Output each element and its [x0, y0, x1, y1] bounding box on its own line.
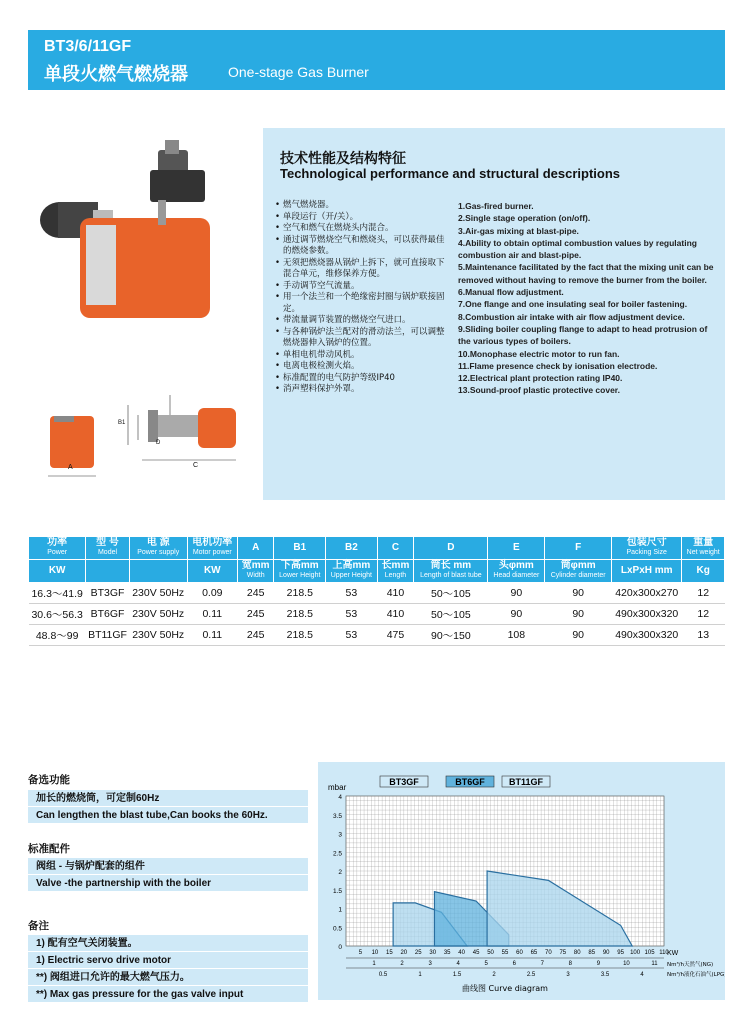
feature-zh-item: • 标准配置的电气防护等级IP40 — [275, 373, 445, 385]
header-en: Motor power — [192, 549, 232, 556]
lpg-tick-label: 0.5 — [378, 972, 388, 978]
feature-en-item: 12.Electrical plant protection rating IP40. — [458, 373, 623, 384]
table-cell: 48.8～99 — [29, 625, 86, 646]
header-zh: F — [575, 542, 582, 553]
x-tick-label: 70 — [545, 950, 552, 956]
feature-zh-item: • 无须把燃烧器从锅炉上拆下，就可直接取下混合单元，维修保养方便。 — [275, 258, 445, 281]
side-view-diagram — [118, 390, 253, 475]
feature-en-item: 3.Air-gas mixing at blast-pipe. — [458, 225, 579, 236]
subheader-zh: 宽mm — [241, 560, 270, 571]
header-zh: 电 源 — [146, 537, 170, 548]
table-cell: 90 — [488, 583, 545, 604]
y-tick-label: 4 — [338, 794, 342, 801]
burner-photo — [38, 140, 238, 320]
notes-box — [28, 935, 308, 1003]
page-header — [28, 30, 725, 90]
x-tick-label: 85 — [588, 950, 596, 956]
ng-tick-label: 3 — [428, 961, 432, 967]
notes-line: **) 阀组进口允许的最大燃气压力。 — [28, 969, 308, 986]
y-tick-label: 0 — [338, 944, 342, 951]
feature-en-item: 11.Flame presence check by ionisation electrode. — [458, 360, 658, 371]
table-header-cell — [274, 537, 326, 560]
subheader-en: Length — [384, 572, 407, 579]
x-tick-label: 50 — [487, 950, 494, 956]
table-cell: 218.5 — [274, 604, 326, 625]
table-cell: 490x300x320 — [612, 604, 682, 625]
table-header-cell — [414, 537, 488, 560]
table-cell: 410 — [377, 583, 414, 604]
table-header-cell — [682, 537, 725, 560]
table-header-cell — [326, 537, 378, 560]
legend-label: BT6GF — [455, 777, 485, 787]
table-cell: 230V 50Hz — [129, 583, 187, 604]
lpg-tick-label: 3.5 — [600, 972, 610, 978]
x-tick-label: 75 — [559, 950, 567, 956]
x-tick-label: 110 — [659, 950, 669, 956]
header-en: Model — [97, 549, 118, 556]
subheader-en: Cylinder diameter — [550, 572, 606, 579]
x-tick-label: 10 — [371, 950, 379, 956]
feature-zh-item: • 电离电极检测火焰。 — [275, 361, 445, 373]
table-cell: BT3GF — [86, 583, 129, 604]
table-cell: 0.11 — [187, 604, 237, 625]
table-cell: 0.11 — [187, 625, 237, 646]
lpg-tick-label: 2.5 — [526, 972, 536, 978]
table-cell: 420x300x270 — [612, 583, 682, 604]
curve-chart-svg — [318, 762, 725, 1000]
options-title: 备选功能 — [28, 772, 308, 788]
feature-en-item: 13.Sound-proof plastic protective cover. — [458, 385, 621, 396]
subheader-en: Upper Height — [330, 572, 372, 579]
table-row — [29, 604, 725, 625]
standard-line: Valve -the partnership with the boiler — [28, 875, 308, 892]
y-tick-label: 2 — [338, 869, 342, 876]
table-cell: 16.3～41.9 — [29, 583, 86, 604]
standard-line: 阀组 - 与锅炉配套的组件 — [28, 858, 308, 875]
table-subheader-cell — [237, 560, 274, 583]
table-cell: BT6GF — [86, 604, 129, 625]
table-subheader-cell — [414, 560, 488, 583]
header-zh: D — [447, 542, 455, 553]
standard-box — [28, 858, 308, 892]
table-cell: 410 — [377, 604, 414, 625]
x-tick-label: 60 — [516, 950, 523, 956]
feature-zh-item: • 与各种锅炉法兰配对的滑动法兰，可以调整燃烧器伸入锅炉的位置。 — [275, 327, 445, 350]
dim-label-d: D — [156, 440, 161, 446]
table-cell: 0.09 — [187, 583, 237, 604]
table-row — [29, 625, 725, 646]
feature-zh-item: • 空气和燃气在燃烧头内混合。 — [275, 223, 445, 235]
x-tick-label: 25 — [414, 950, 422, 956]
header-en: Packing Size — [626, 549, 667, 556]
table-subheader-cell — [488, 560, 545, 583]
table-subheader-cell — [612, 560, 682, 583]
table-header-cell — [237, 537, 274, 560]
options-line: Can lengthen the blast tube,Can books the 60Hz. — [28, 807, 308, 824]
options-box — [28, 790, 308, 824]
table-header-cell — [545, 537, 612, 560]
header-zh: 包装尺寸 — [626, 537, 667, 548]
table-cell: 245 — [237, 583, 274, 604]
title-zh: 单段火燃气燃烧器 — [44, 64, 188, 84]
notes-line: 1) Electric servo drive motor — [28, 952, 308, 969]
ng-axis-label: Nm³/h天然气(NG) — [667, 962, 714, 968]
y-tick-label: 2.5 — [332, 850, 342, 858]
desc-heading-en: Technological performance and structural descriptions — [280, 166, 620, 181]
table-subheader-cell — [326, 560, 378, 583]
model-title: BT3/6/11GF — [44, 38, 132, 55]
header-zh: 型 号 — [96, 537, 119, 548]
subheader-zh: 筒φmm — [560, 560, 596, 571]
header-zh: E — [513, 542, 520, 553]
table-subheader-cell — [682, 560, 725, 583]
table-cell: 12 — [682, 604, 725, 625]
table-cell: 108 — [488, 625, 545, 646]
x-tick-label: 95 — [617, 950, 624, 956]
x-tick-label: 90 — [602, 950, 610, 956]
y-tick-label: 1 — [338, 906, 342, 914]
notes-line: **) Max gas pressure for the gas valve input — [28, 986, 308, 1003]
table-cell: 53 — [326, 625, 378, 646]
x-tick-label: 45 — [472, 950, 480, 956]
feature-zh-item: • 单段运行（开/关）。 — [275, 212, 445, 224]
table-cell: 50～105 — [414, 583, 488, 604]
table-subheader-row — [29, 560, 725, 583]
table-subheader-cell — [187, 560, 237, 583]
subheader-zh: LxPxH mm — [620, 565, 673, 576]
lpg-tick-label: 3 — [566, 972, 570, 978]
header-zh: 电机功率 — [192, 537, 233, 548]
notes-title: 备注 — [28, 918, 308, 934]
table-cell: 245 — [237, 625, 274, 646]
header-en: Power supply — [137, 549, 180, 556]
feature-en-item: 1.Gas-fired burner. — [458, 201, 534, 211]
table-cell: 230V 50Hz — [129, 604, 187, 625]
desc-heading-zh: 技术性能及结构特征 — [280, 151, 406, 167]
header-en: Net weight — [686, 549, 720, 556]
feature-en-item: 9.Sliding boiler coupling flange to adapt to head protrusion of the various types of boilers. — [458, 323, 708, 347]
lpg-tick-label: 1 — [418, 972, 422, 978]
ng-tick-label: 9 — [596, 961, 601, 967]
dim-label-b1: B1 — [118, 420, 126, 426]
feature-zh-item: • 燃气燃烧器。 — [275, 200, 445, 212]
subheader-zh: 筒长 mm — [430, 560, 472, 571]
subheader-en: Length of blast tube — [420, 572, 482, 579]
table-cell: 218.5 — [274, 583, 326, 604]
table-subheader-cell — [377, 560, 414, 583]
feature-en-item: 4.Ability to obtain optimal combustion values by regulating combustion air and blast-pipe. — [458, 237, 697, 261]
table-cell: 53 — [326, 604, 378, 625]
feature-en-item: 5.Maintenance facilitated by the fact that the mixing unit can be removed without having to remove the burner from the boiler. — [458, 262, 714, 285]
header-zh: B1 — [293, 542, 307, 553]
header-zh: A — [252, 542, 260, 553]
table-cell: 50～105 — [414, 604, 488, 625]
table-cell: 30.6～56.3 — [29, 604, 86, 625]
x-tick-label: 55 — [501, 950, 509, 956]
ng-tick-label: 6 — [512, 961, 516, 967]
notes-line: 1) 配有空气关闭装置。 — [28, 935, 308, 952]
legend-label: BT3GF — [389, 777, 419, 787]
dim-label-a: A — [68, 464, 73, 471]
x-tick-label: 20 — [400, 950, 408, 956]
table-cell: 12 — [682, 583, 725, 604]
spec-table — [28, 536, 725, 646]
subheader-zh: KW — [203, 565, 221, 576]
x-tick-label: 65 — [530, 950, 538, 956]
subheader-zh: 下高mm — [280, 560, 319, 571]
feature-en-item: 10.Monophase electric motor to run fan. — [458, 348, 620, 359]
feature-zh-item: • 单相电机带动风机。 — [275, 350, 445, 362]
x-tick-label: 40 — [458, 950, 465, 956]
x-tick-label: 35 — [443, 950, 451, 956]
subheader-en: Lower Height — [279, 572, 321, 579]
standard-title: 标准配件 — [28, 841, 308, 857]
feature-zh-item: • 通过调节燃烧空气和燃烧头，可以获得最佳的燃烧参数。 — [275, 235, 445, 258]
header-zh: 重量 — [693, 537, 714, 548]
table-cell: BT11GF — [86, 625, 129, 646]
x-tick-label: 5 — [358, 950, 363, 956]
table-cell: 90 — [545, 604, 612, 625]
subheader-zh: 上高mm — [332, 560, 371, 571]
y-tick-label: 3.5 — [332, 812, 342, 820]
table-cell: 230V 50Hz — [129, 625, 187, 646]
ng-tick-label: 4 — [456, 961, 460, 967]
subheader-en: Head diameter — [493, 572, 540, 579]
table-row — [29, 583, 725, 604]
title-en: One-stage Gas Burner — [228, 64, 369, 80]
table-header-row — [29, 537, 725, 560]
table-subheader-cell — [86, 560, 129, 583]
ng-tick-label: 11 — [651, 961, 658, 967]
feature-en-item: 8.Combustion air intake with air flow adjustment device. — [458, 311, 685, 322]
x-tick-label: 30 — [429, 950, 437, 956]
table-subheader-cell — [29, 560, 86, 583]
header-en: Power — [47, 549, 68, 556]
features-zh-list — [275, 200, 445, 396]
feature-en-item: 7.One flange and one insulating seal for boiler fastening. — [458, 299, 688, 310]
table-subheader-cell — [129, 560, 187, 583]
subheader-zh: Kg — [696, 565, 710, 576]
ng-tick-label: 7 — [540, 961, 544, 967]
header-zh: B2 — [344, 542, 358, 553]
y-tick-label: 1.5 — [332, 887, 342, 895]
table-cell: 218.5 — [274, 625, 326, 646]
table-cell: 13 — [682, 625, 725, 646]
table-cell: 490x300x320 — [612, 625, 682, 646]
ng-tick-label: 8 — [568, 961, 573, 967]
table-cell: 475 — [377, 625, 414, 646]
features-en-list — [458, 200, 720, 397]
curve-chart — [318, 762, 725, 1000]
lpg-axis-label: Nm³/h液化石油气(LPG) — [667, 972, 725, 978]
table-subheader-cell — [274, 560, 326, 583]
feature-en-item: 2.Single stage operation (on/off). — [458, 213, 591, 224]
table-cell: 245 — [237, 604, 274, 625]
table-header-cell — [86, 537, 129, 560]
table-header-cell — [187, 537, 237, 560]
y-tick-label: 3 — [338, 831, 342, 839]
subheader-en: Width — [246, 572, 265, 579]
table-header-cell — [377, 537, 414, 560]
lpg-tick-label: 2 — [492, 972, 496, 978]
feature-zh-item: • 用一个法兰和一个绝缘密封圈与锅炉联接固定。 — [275, 292, 445, 315]
lpg-tick-label: 1.5 — [452, 972, 462, 978]
ng-tick-label: 1 — [372, 961, 376, 967]
feature-zh-item: • 手动调节空气流量。 — [275, 281, 445, 293]
table-cell: 90 — [545, 583, 612, 604]
header-zh: 功率 — [47, 537, 68, 548]
legend-label: BT11GF — [508, 777, 544, 787]
x-tick-label: 100 — [630, 950, 641, 956]
x-tick-label: 80 — [573, 950, 581, 956]
feature-en-item: 6.Manual flow adjustment. — [458, 287, 564, 298]
ng-tick-label: 5 — [484, 961, 488, 967]
description-panel — [263, 128, 725, 500]
subheader-zh: 长mm — [381, 560, 410, 571]
feature-zh-item: • 消声塑料保护外罩。 — [275, 384, 445, 396]
table-header-cell — [129, 537, 187, 560]
options-line: 加长的燃烧筒，可定制60Hz — [28, 790, 308, 807]
table-cell: 90 — [488, 604, 545, 625]
table-cell: 53 — [326, 583, 378, 604]
y-axis-label: mbar — [328, 783, 347, 792]
table-header-cell — [29, 537, 86, 560]
subheader-zh: KW — [48, 565, 66, 576]
ng-tick-label: 10 — [623, 961, 630, 967]
table-cell: 90 — [545, 625, 612, 646]
subheader-zh: 头φmm — [498, 560, 534, 571]
chart-title: 曲线图 Curve diagram — [462, 984, 548, 993]
table-subheader-cell — [545, 560, 612, 583]
lpg-tick-label: 4 — [640, 972, 644, 978]
table-header-cell — [488, 537, 545, 560]
x-tick-label: 105 — [644, 950, 655, 956]
x-axis-label: KW — [667, 950, 679, 957]
dim-label-c: C — [193, 462, 199, 469]
front-view-diagram — [48, 416, 96, 476]
x-tick-label: 15 — [386, 950, 393, 956]
table-cell: 90～150 — [414, 625, 488, 646]
header-zh: C — [391, 542, 400, 553]
feature-zh-item: • 带流量调节装置的燃烧空气进口。 — [275, 315, 445, 327]
y-tick-label: 0.5 — [332, 925, 342, 933]
ng-tick-label: 2 — [400, 961, 404, 967]
table-header-cell — [612, 537, 682, 560]
